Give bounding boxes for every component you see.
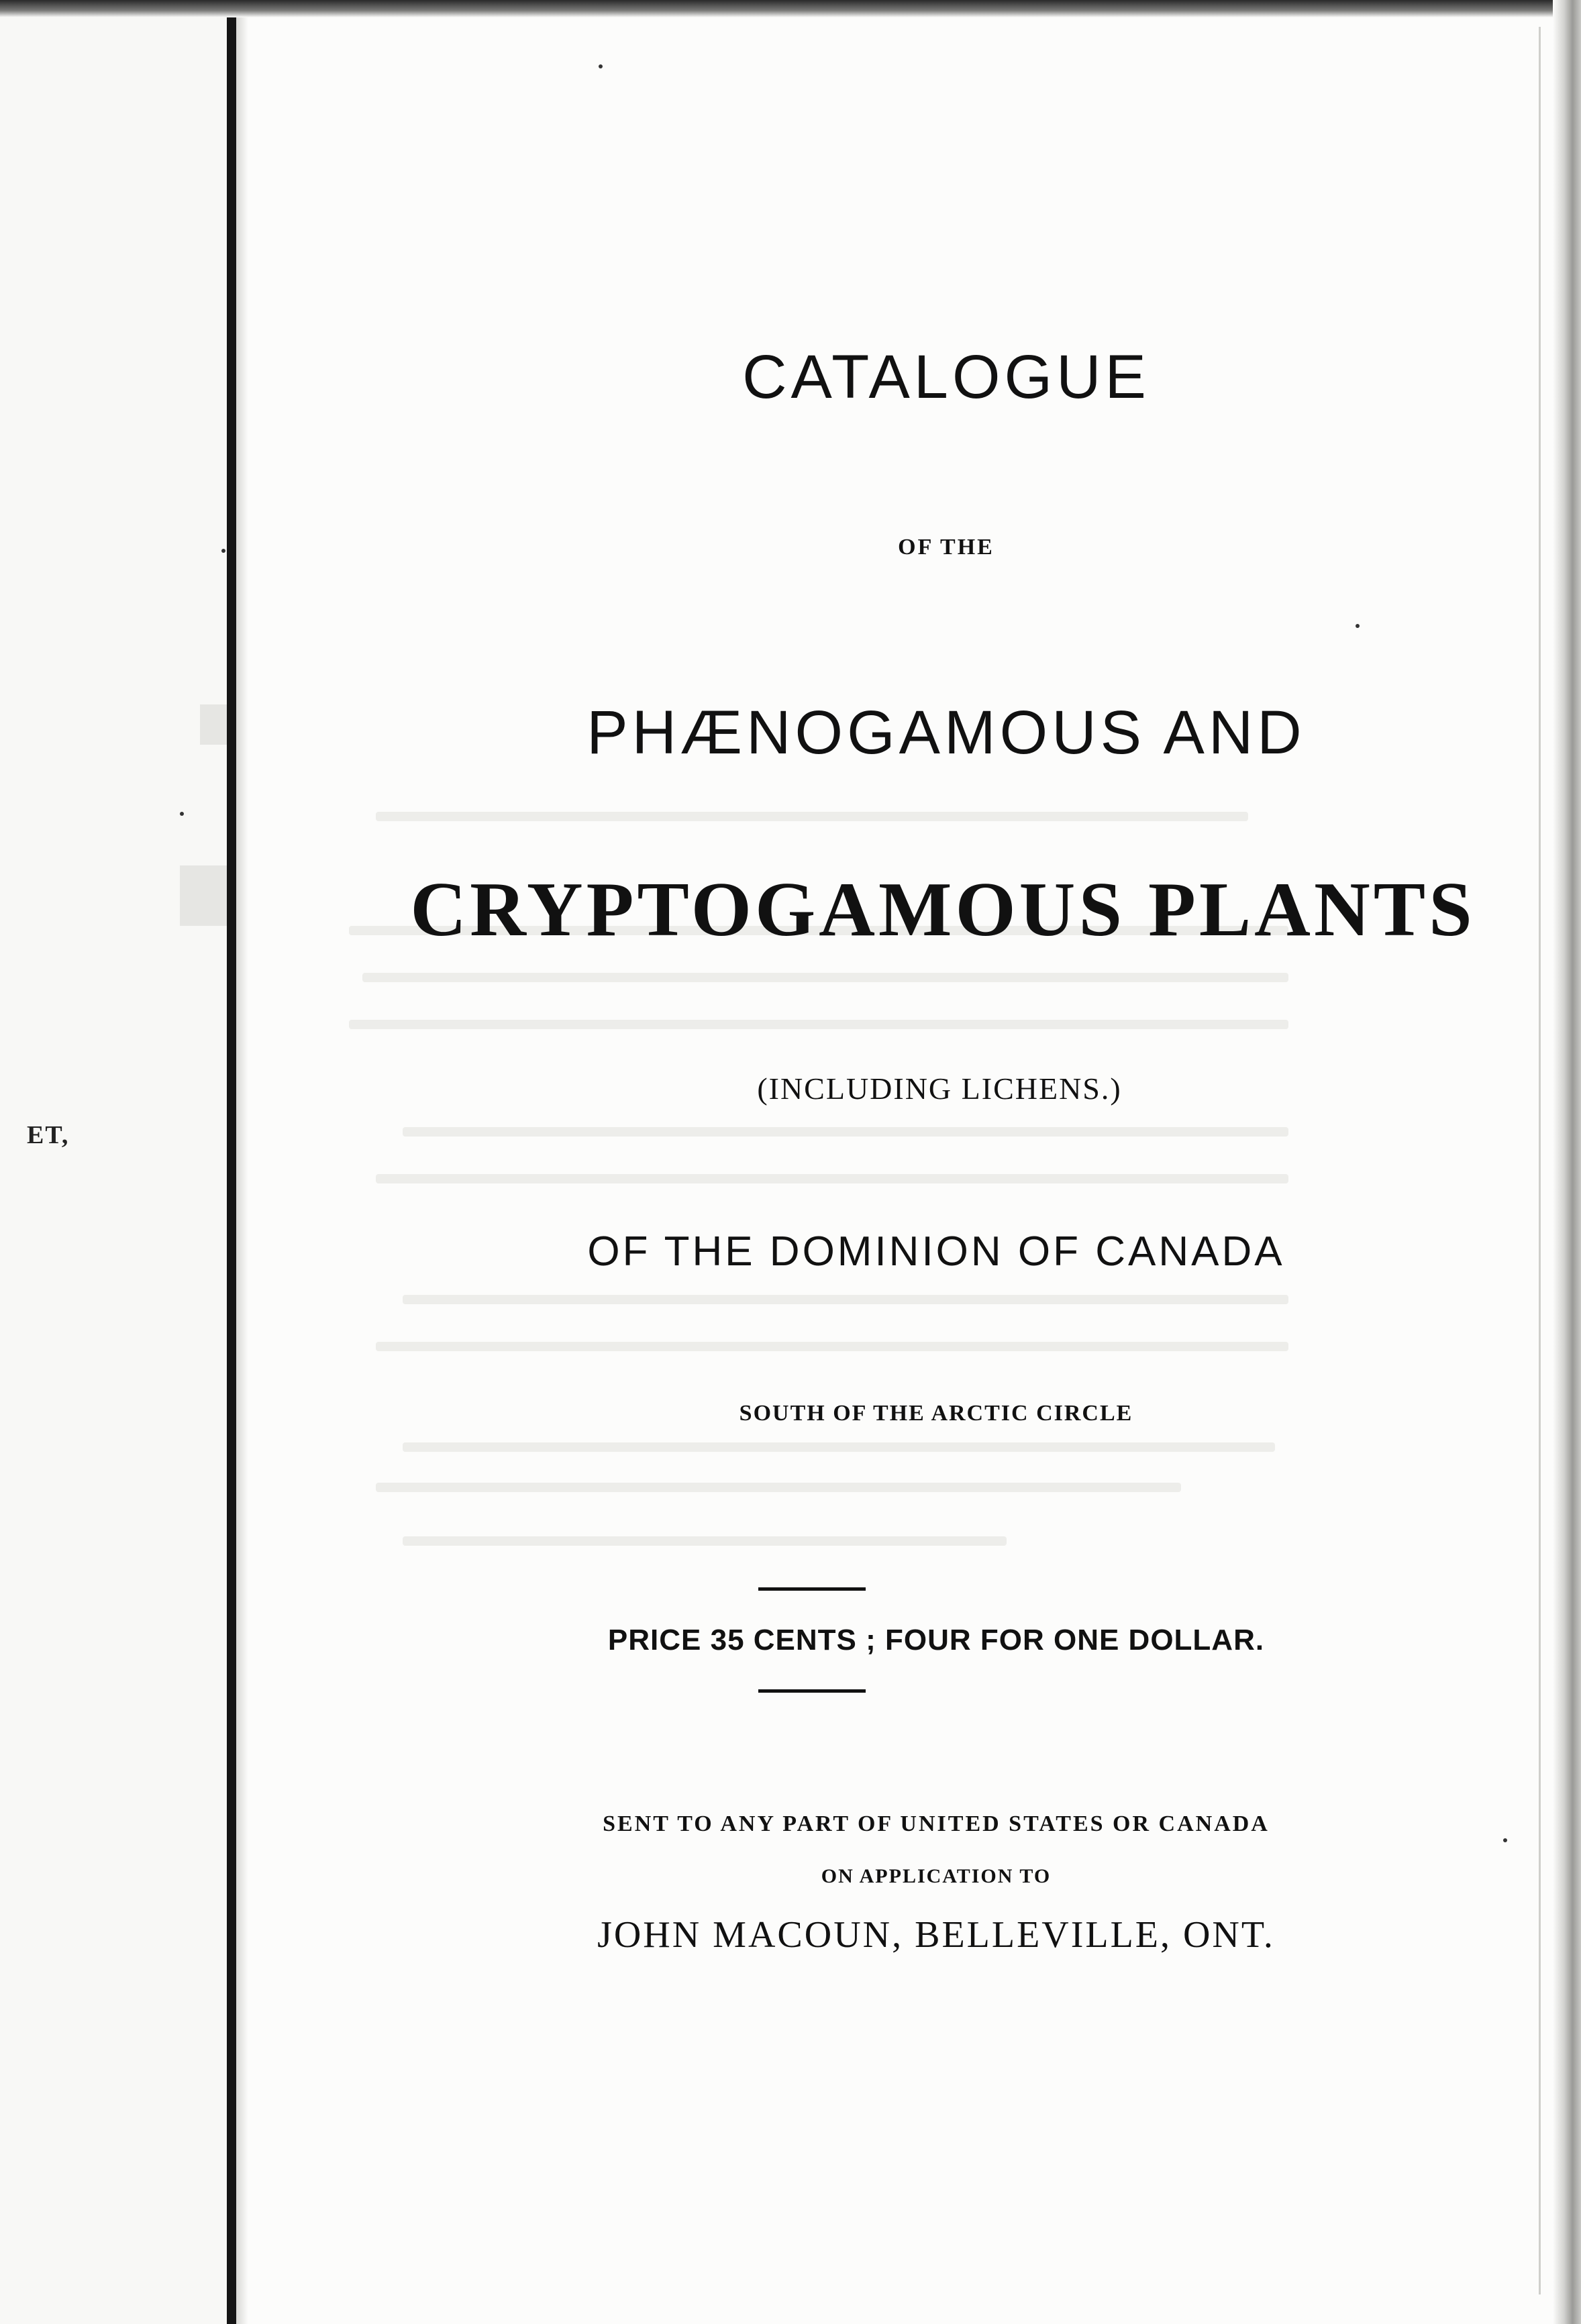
dominion-heading: OF THE DOMINION OF CANADA [587,1228,1285,1275]
gutter-shadow [236,0,248,2324]
binding-gutter [227,0,236,2324]
divider-rule-bottom [758,1689,866,1693]
print-speck [221,549,225,553]
of-the-connector: OF THE [898,535,994,560]
title-page [248,0,1550,2324]
including-lichens: (INCLUDING LICHENS.) [757,1071,1122,1106]
phaenogamous-heading: PHÆNOGAMOUS AND [586,698,1306,767]
cryptogamous-heading: CRYPTOGAMOUS PLANTS [410,867,1476,953]
left-page-ghost-mark [180,865,227,926]
divider-rule-top [758,1587,866,1591]
right-scan-edge [1553,0,1581,2324]
arctic-subheading: SOUTH OF THE ARCTIC CIRCLE [739,1401,1133,1426]
left-page-ghost-mark [200,704,227,745]
left-facing-page [0,0,227,2324]
print-speck [180,812,184,816]
price-line: PRICE 35 CENTS ; FOUR FOR ONE DOLLAR. [607,1624,1265,1656]
publisher-line: JOHN MACOUN, BELLEVILLE, ONT. [597,1914,1275,1956]
catalogue-heading: CATALOGUE [742,343,1150,411]
left-page-fragment: ET, [27,1121,70,1149]
distribution-note: SENT TO ANY PART OF UNITED STATES OR CANADA [603,1811,1270,1836]
application-note: ON APPLICATION TO [821,1865,1052,1887]
